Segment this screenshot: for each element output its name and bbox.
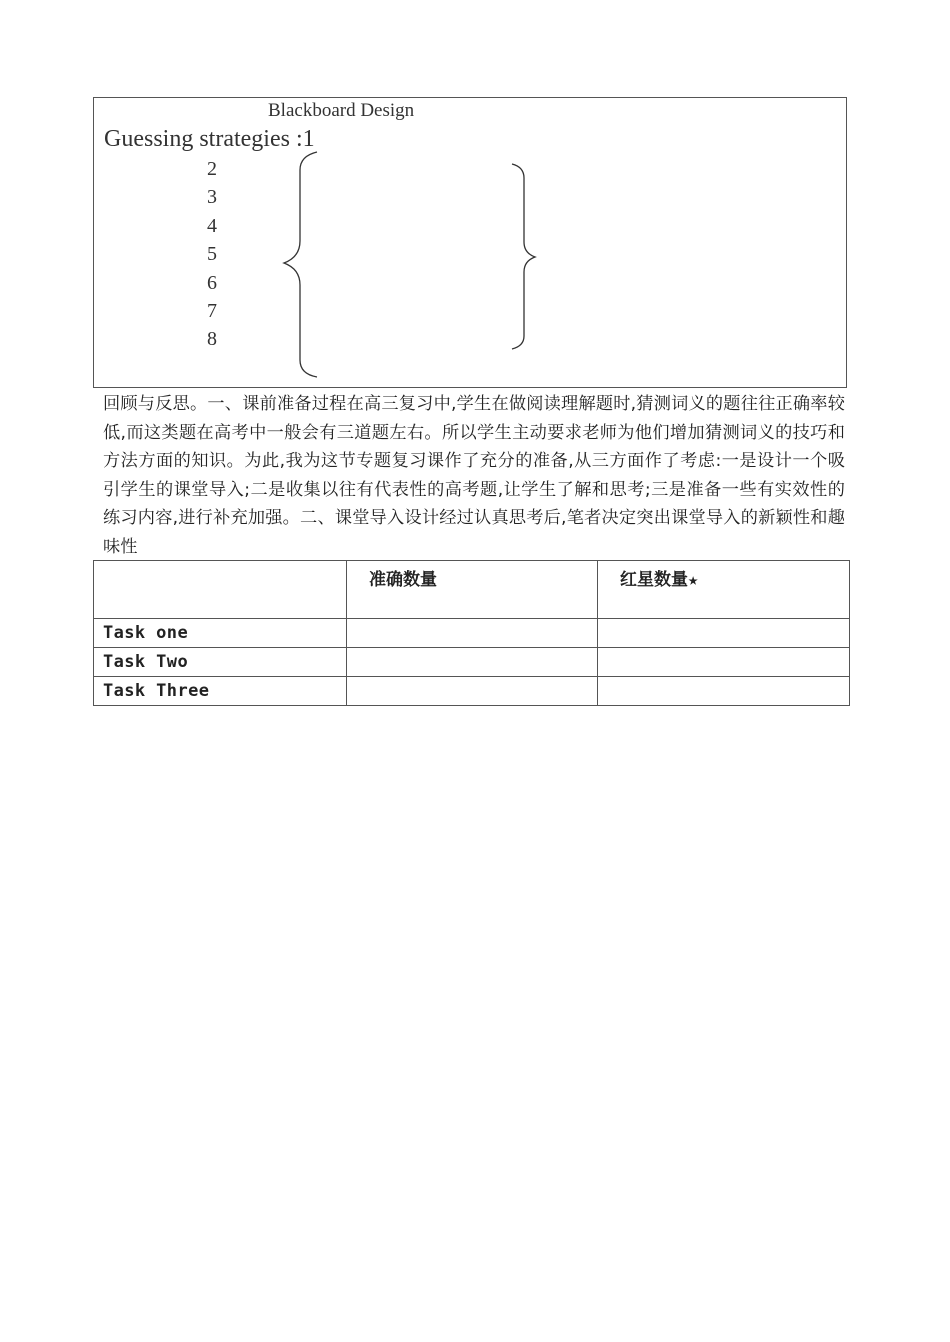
right-brace <box>512 164 535 349</box>
strategy-number: 8 <box>207 328 217 350</box>
strategy-number: 4 <box>207 215 217 237</box>
strategy-number: 7 <box>207 300 217 322</box>
red-star-count-cell <box>598 677 850 706</box>
strategy-number: 2 <box>207 158 217 180</box>
header-red-star-count: 红星数量★ <box>598 561 850 619</box>
header-accurate-count: 准确数量 <box>347 561 598 619</box>
table-row <box>94 677 850 706</box>
strategy-number: 5 <box>207 243 217 265</box>
accurate-count-cell <box>347 648 598 677</box>
red-star-count-cell <box>598 619 850 648</box>
red-star-count-cell <box>598 648 850 677</box>
blackboard-design-box <box>93 97 847 388</box>
task-label: Task Three <box>94 677 347 706</box>
guessing-strategies-label: Guessing strategies :1 <box>104 126 315 152</box>
task-label: Task one <box>94 619 347 648</box>
blackboard-title: Blackboard Design <box>268 100 415 121</box>
table-header-row <box>94 561 850 619</box>
accurate-count-cell <box>347 677 598 706</box>
header-cell-empty <box>94 561 347 619</box>
strategy-number: 6 <box>207 272 217 294</box>
task-label: Task Two <box>94 648 347 677</box>
braces-graphic <box>94 98 848 389</box>
table-row <box>94 648 850 677</box>
score-table <box>93 560 850 706</box>
left-brace <box>284 152 317 377</box>
accurate-count-cell <box>347 619 598 648</box>
strategy-number: 3 <box>207 186 217 208</box>
reflection-paragraph: 回顾与反思。一、课前准备过程在高三复习中,学生在做阅读理解题时,猜测词义的题往往正确率较低,而这类题在高考中一般会有三道题左右。所以学生主动要求老师为他们增加猜测词义的技巧和方法方面的知识。为此,我为这节专题复习课作了充分的准备,从三方面作了考虑:一是设计一个吸引学生的课堂导入;二是收集以往有代表性的高考题,让学生了解和思考;三是准备一些有实效性的练习内容,进行补充加强。二、课堂导入设计经过认真思考后,笔者决定突出课堂导入的新颖性和趣味性 <box>103 394 845 557</box>
table-row <box>94 619 850 648</box>
